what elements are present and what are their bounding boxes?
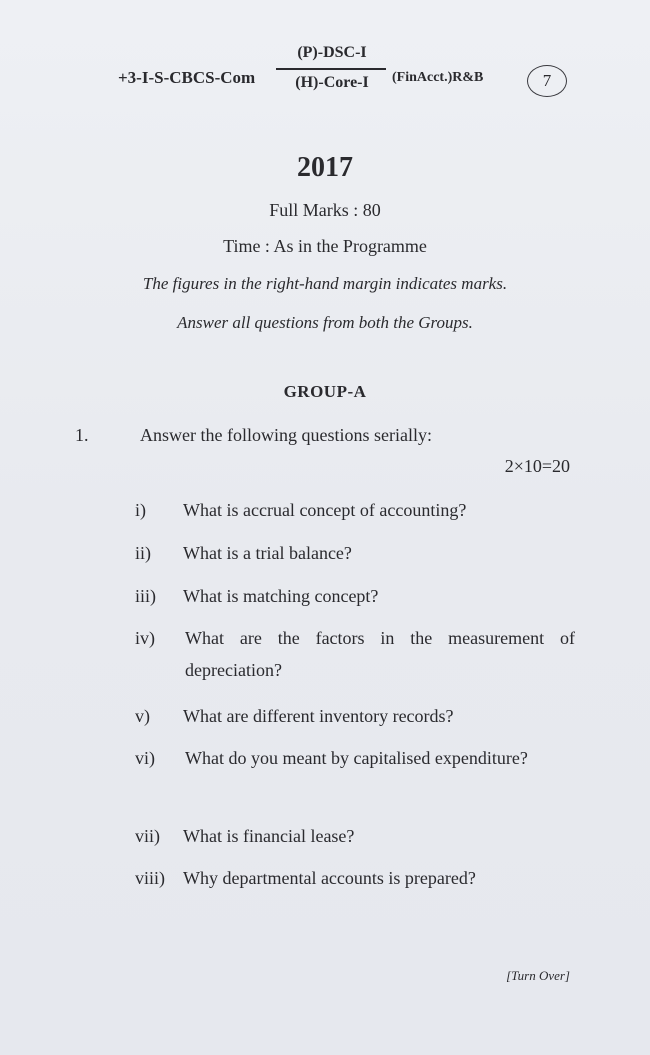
sub-question-index: i) xyxy=(135,500,146,520)
sub-question-index: ii) xyxy=(135,543,151,563)
paper-code-header xyxy=(0,40,650,100)
question-marks: 2×10=20 xyxy=(504,456,570,476)
sub-question-iii xyxy=(135,580,575,612)
sub-question-i xyxy=(135,494,575,526)
paper-code-fraction-top: (P)-DSC-I xyxy=(297,44,367,61)
sub-question-index: iv) xyxy=(135,628,155,648)
sub-question-text: What is accrual concept of accounting? xyxy=(183,500,467,520)
instruction-answer-all: Answer all questions from both the Groups. xyxy=(177,313,473,332)
sub-question-text: What is a trial balance? xyxy=(183,543,352,563)
sub-question-ii xyxy=(135,537,575,569)
sub-question-index: vii) xyxy=(135,826,160,846)
sub-question-iv xyxy=(135,622,575,688)
full-marks: Full Marks : 80 xyxy=(269,200,381,220)
sub-question-text: What do you meant by capitalised expenditure? xyxy=(185,748,528,768)
sub-question-v xyxy=(135,700,575,732)
paper-code-prefix: +3-I-S-CBCS-Com xyxy=(118,68,256,87)
page-number-circle: 7 xyxy=(527,65,567,97)
paper-code-fraction xyxy=(272,44,392,94)
sub-question-viii xyxy=(135,862,575,894)
sub-question-text: What are the factors in the measurement of depreciation? xyxy=(185,628,575,680)
instruction-marks: The figures in the right-hand margin indicates marks. xyxy=(142,274,508,293)
paper-code-suffix: (FinAcct.)R&B xyxy=(392,70,484,85)
sub-question-vi xyxy=(135,742,575,808)
sub-question-index: v) xyxy=(135,706,150,726)
question-text: Answer the following questions serially: xyxy=(140,425,432,445)
fraction-bar xyxy=(276,68,386,70)
sub-question-index: iii) xyxy=(135,586,156,606)
exam-year: 2017 xyxy=(297,152,353,183)
paper-code-fraction-bottom: (H)-Core-I xyxy=(295,74,369,91)
sub-question-index: viii) xyxy=(135,868,165,888)
sub-question-text: What are different inventory records? xyxy=(183,706,454,726)
question-number: 1. xyxy=(75,425,89,445)
group-title: GROUP-A xyxy=(283,382,367,401)
sub-question-text: What is financial lease? xyxy=(183,826,355,846)
sub-question-text: Why departmental accounts is prepared? xyxy=(183,868,476,888)
sub-question-index: vi) xyxy=(135,748,155,768)
sub-question-vii xyxy=(135,820,575,852)
turn-over-note: [Turn Over] xyxy=(506,968,570,983)
exam-time: Time : As in the Programme xyxy=(223,236,427,256)
sub-question-text: What is matching concept? xyxy=(183,586,379,606)
